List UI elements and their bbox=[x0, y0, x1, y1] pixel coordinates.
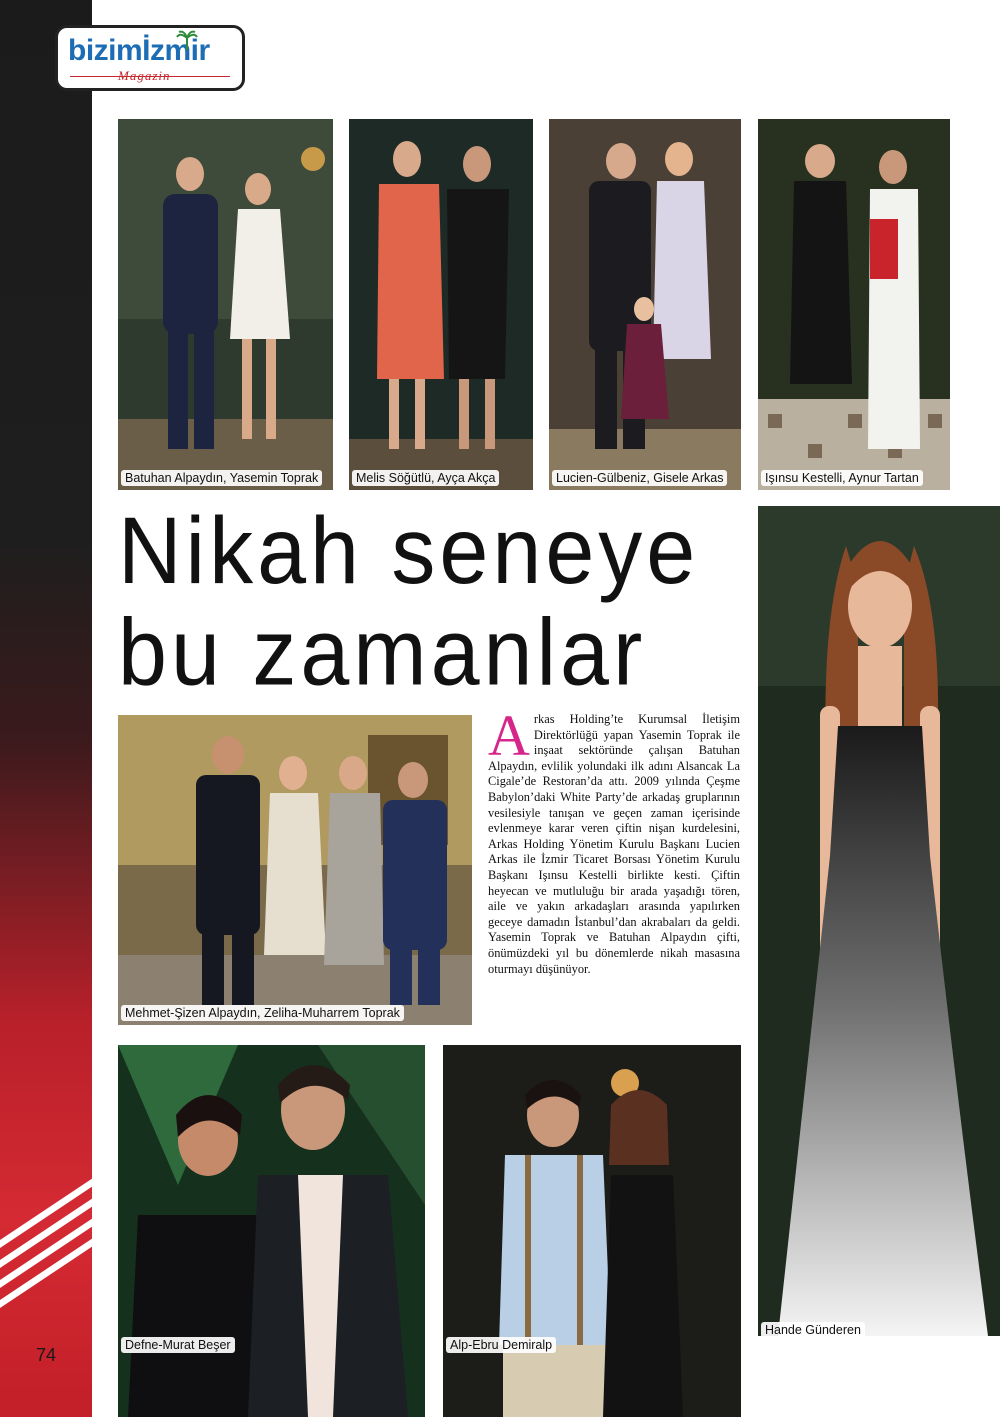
article-body bbox=[488, 703, 740, 977]
photo-caption: Işınsu Kestelli, Aynur Tartan bbox=[761, 470, 923, 486]
stripes-decoration bbox=[0, 1160, 120, 1360]
photo-hande bbox=[758, 506, 1000, 1336]
photo-caption: Alp-Ebru Demiralp bbox=[446, 1337, 556, 1353]
photo-caption: Batuhan Alpaydın, Yasemin Toprak bbox=[121, 470, 322, 486]
photo-isinsu-aynur bbox=[758, 119, 950, 490]
logo-text: bizimİzmir bbox=[68, 34, 210, 67]
photo-caption: Melis Söğütlü, Ayça Akça bbox=[352, 470, 499, 486]
palm-icon bbox=[176, 30, 198, 50]
photo-batuhan-yasemin bbox=[118, 119, 333, 490]
headline bbox=[118, 496, 758, 706]
photo-family-group bbox=[118, 715, 472, 1025]
photo-defne-murat bbox=[118, 1045, 425, 1417]
headline-line-1: Nikah seneye bbox=[118, 496, 700, 604]
photo-arkas-family bbox=[549, 119, 741, 490]
article-text: rkas Holding’te Kurumsal İletişim Direktörlüğü yapan Yasemin Toprak ile inşaat sektöründe çalışan Batuhan Alpaydın, evlilik yolundaki ilk adını Alsancak La Cigale’de Restoran’da attı. 2009 yılında Çeşme Babylon’daki White Party’de arkadaş gruplarının vesilesiyle tanışan ve geçen zaman içerisinde evlenmeye karar veren çiftin nişan kurdelesini, Arkas Holding Yönetim Kurulu Başkanı Lucien Arkas ile İzmir Ticaret Borsası Yönetim Kurulu Başkanı Işınsu Kestelli birlikte kesti. Çiftin heyecan ve mutluluğu bir arada yaşadığı tören, aile ve yakın arkadaşları arasında yapılırken geceye damadın İstanbul’dan akrabaları da geldi. Yasemin Toprak ve Batuhan Alpaydın çifti, önümüzdeki yıl bu dönemlerde nikah masasına oturmayı düşünüyor. bbox=[488, 712, 740, 976]
logo-subtitle: Magazin bbox=[118, 68, 171, 83]
photo-caption: Lucien-Gülbeniz, Gisele Arkas bbox=[552, 470, 727, 486]
article-dropcap: A bbox=[488, 703, 530, 768]
photo-melis-ayca bbox=[349, 119, 533, 490]
photo-alp-ebru bbox=[443, 1045, 741, 1417]
photo-caption: Hande Günderen bbox=[761, 1322, 865, 1336]
logo bbox=[55, 25, 245, 91]
headline-line-2: bu zamanlar bbox=[118, 598, 647, 706]
page-number: 74 bbox=[36, 1345, 57, 1365]
photo-caption: Defne-Murat Beşer bbox=[121, 1337, 235, 1353]
photo-caption: Mehmet-Şizen Alpaydın, Zeliha-Muharrem Toprak bbox=[121, 1005, 404, 1021]
